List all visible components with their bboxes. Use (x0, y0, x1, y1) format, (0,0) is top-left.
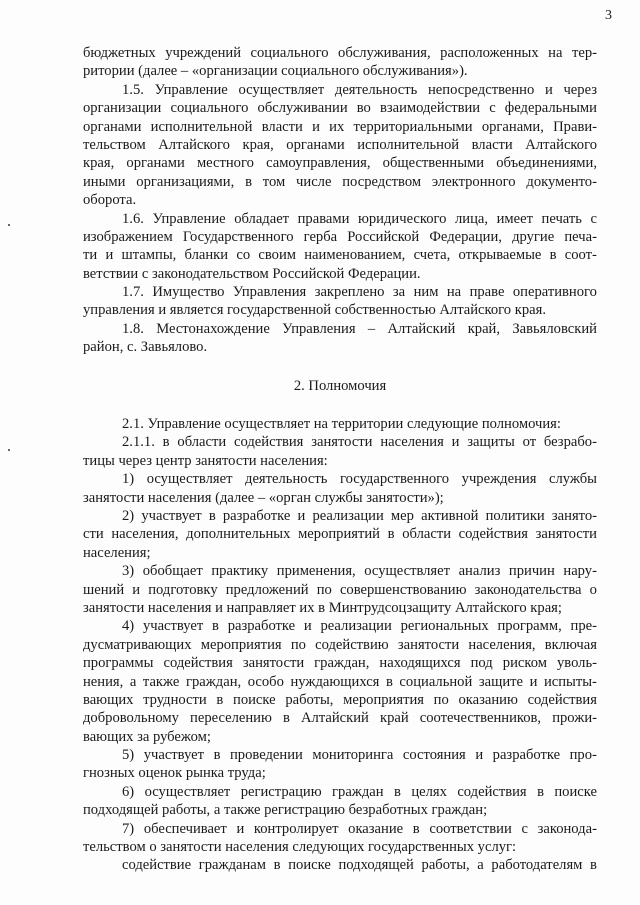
section-heading: 2. Полномочия (293, 377, 387, 394)
text-line: 7) обеспечивает и контролирует оказание в соответствии с законода- (122, 820, 597, 837)
text-line: 1.7. Имущество Управления закреплено за ним на праве оперативного (122, 284, 597, 301)
text-line: края, органами местного самоуправления, общественными объединениями, (83, 155, 597, 172)
text-line: 3) обобщает практику применения, осуществляет анализ причин нару- (122, 563, 597, 580)
text-line: шений и подготовку предложений по совершенствованию законодательства о (83, 581, 597, 598)
text-line: 1.8. Местонахождение Управления – Алтайский край, Завьяловский (122, 320, 597, 337)
text-line: дусматривающих мероприятия по содействию занятости населения, включая (83, 636, 597, 653)
text-line: населения; (83, 544, 151, 561)
spacer (83, 357, 597, 377)
text-line: 1.5. Управление осуществляет деятельность непосредственно и через (122, 81, 597, 98)
margin-mark (8, 224, 10, 226)
text-line: 5) участвует в проведении мониторинга состояния и разработке про- (122, 747, 597, 764)
text-line: 2.1. Управление осуществляет на территории следующие полномочия: (122, 416, 561, 433)
text-line: тицы через центр занятости населения: (83, 452, 328, 469)
text-line: 6) осуществляет регистрацию граждан в целях содействия в поиске (122, 783, 597, 800)
text-line: 2) участвует в разработке и реализации мер активной политики занято- (122, 507, 597, 524)
text-line: сти населения, дополнительных мероприятий в области содействия занятости (83, 526, 597, 543)
text-line: занятости населения (далее – «орган службы занятости»); (83, 489, 444, 506)
text-line: изображением Государственного герба Российской Федерации, другие печа- (83, 228, 597, 245)
text-line: вающих трудности в поиске работы, мероприятия по оказанию содействия (83, 691, 597, 708)
text-line: добровольному переселению в Алтайский край соотечественников, прожи- (83, 710, 597, 727)
text-line: ветствии с законодательством Российской Федерации. (83, 265, 421, 282)
text-line: тельством о занятости населения следующих государственных услуг: (83, 839, 517, 856)
text-line: 1.6. Управление обладает правами юридического лица, имеет печать с (122, 210, 597, 227)
text-line: содействие гражданам в поиске подходящей работы, а работодателям в (122, 857, 597, 874)
text-line: район, с. Завьялово. (83, 339, 208, 356)
spacer (83, 395, 597, 415)
text-line: вающих за рубежом; (83, 728, 211, 745)
margin-mark (8, 449, 10, 451)
text-line: 1) осуществляет деятельность государственного учреждения службы (122, 471, 597, 488)
text-line: подходящей работы, а также регистрацию безработных граждан; (83, 802, 488, 819)
text-line: 4) участвует в разработке и реализации региональных программ, пре- (122, 618, 597, 635)
text-line: иными организациями, в том числе посредством электронного документо- (83, 173, 597, 190)
paragraph-group-general-provisions (83, 44, 597, 357)
text-line: органами исполнительной власти и их территориальными органами, Прави- (83, 118, 597, 135)
text-line: бюджетных учреждений социального обслуживания, расположенных на тер- (83, 45, 597, 61)
text-line: организации социального обслуживании во взаимодействии с федеральными (83, 100, 597, 117)
text-line: тельством Алтайского края, органами исполнительной власти Алтайского (83, 136, 597, 153)
text-line: ритории (далее – «организации социального обслуживания»). (83, 63, 468, 80)
text-line: управления и является государственной собственностью Алтайского края. (83, 302, 546, 319)
text-line: занятости населения и направляет их в Минтрудсоцзащиту Алтайского края; (83, 599, 562, 616)
document-body (83, 44, 597, 875)
page-number: 3 (605, 8, 612, 23)
text-line: 2.1.1. в области содействия занятости населения и защиты от безрабо- (122, 434, 597, 451)
paragraph-group-powers (83, 415, 597, 875)
text-line: нения, а также граждан, особо нуждающихся в социальной защите и испыты- (83, 673, 597, 690)
text-line: программы содействия занятости граждан, находящихся под риском уволь- (83, 655, 597, 672)
text-line: ти и штампы, бланки со своим наименованием, счета, открываемые в соот- (83, 247, 597, 264)
text-line: оборота. (83, 192, 137, 209)
text-line: гнозных оценок рынка труда; (83, 765, 266, 782)
